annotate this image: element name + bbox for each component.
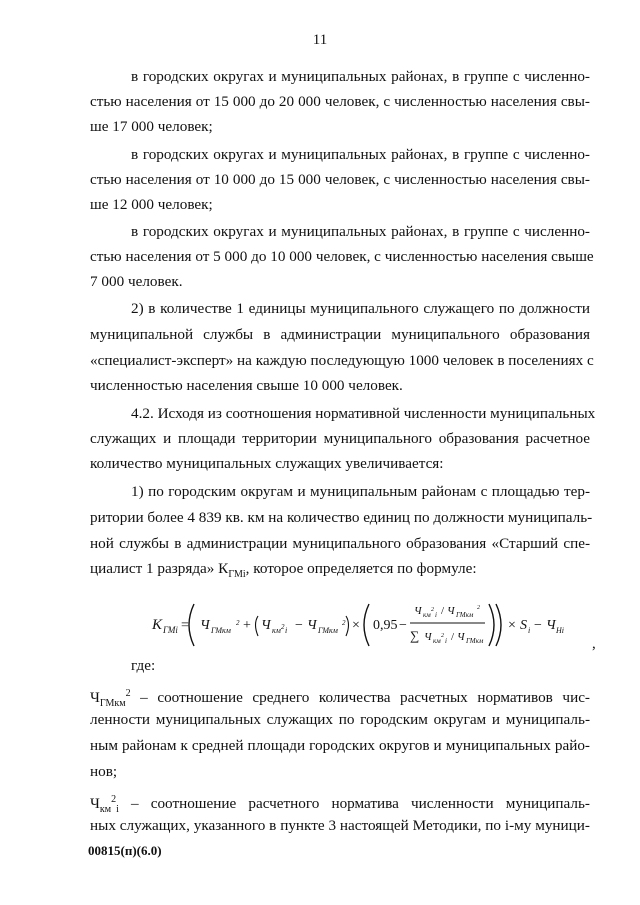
- svg-text:−: −: [399, 618, 407, 633]
- formula: [150, 596, 570, 654]
- page-number: 11: [312, 32, 328, 48]
- svg-text:Ч: Ч: [546, 618, 556, 633]
- text-line: ритории более 4 839 кв. км на количество единиц по должности муниципаль-: [90, 509, 593, 526]
- svg-text:0,95: 0,95: [373, 618, 398, 633]
- formula-lhs: К: [152, 617, 162, 633]
- text-line: ной службы в администрации муниципального образования «Старший спе-: [90, 535, 590, 552]
- svg-text:Ч: Ч: [447, 605, 455, 617]
- text-line: служащих и площади территории муниципального образования расчетное: [90, 430, 590, 447]
- svg-text:Ч: Ч: [200, 618, 210, 633]
- text-line: «специалист-эксперт» на каждую последующую 1000 человек в поселениях с: [90, 352, 594, 369]
- text-line: ше 17 000 человек;: [90, 118, 213, 135]
- svg-text:км: км: [423, 611, 431, 619]
- text-line: ше 12 000 человек;: [90, 196, 213, 213]
- svg-text:Ч: Ч: [424, 631, 432, 643]
- svg-text:/: /: [451, 631, 455, 643]
- text-fragment: – соотношение расчетного норматива численности муниципаль-: [118, 795, 590, 813]
- svg-text:км: км: [272, 626, 281, 635]
- text-line: в городских округах и муниципальных районах, в группе с численно-: [131, 68, 590, 85]
- svg-text:2: 2: [281, 623, 285, 631]
- text-fragment: , которое определяется по формуле:: [245, 560, 477, 577]
- svg-text:/: /: [441, 605, 445, 617]
- svg-text:ГМi: ГМi: [163, 625, 178, 635]
- symbol-ch-km-i: $Ч_{км}^2_i$: [90, 794, 119, 816]
- svg-text:Ч: Ч: [414, 605, 422, 617]
- svg-text:i: i: [528, 626, 531, 635]
- document-code-footer: 00815(п)(6.0): [88, 843, 162, 858]
- svg-text:∑: ∑: [410, 628, 420, 643]
- text-line: стью населения от 5 000 до 10 000 человек, с численностью населения свыше: [90, 248, 594, 265]
- text-line: муниципальной службы в администрации муниципального образования: [90, 326, 590, 343]
- text-fragment: – соотношение среднего количества расчетных нормативов чис-: [130, 689, 590, 707]
- formula-comma: ,: [592, 636, 596, 652]
- left-paren: [189, 604, 194, 646]
- svg-text:2: 2: [431, 607, 434, 613]
- text-line: нов;: [90, 763, 118, 780]
- svg-text:2: 2: [477, 605, 480, 611]
- svg-text:i: i: [285, 626, 288, 635]
- text-line-with-symbol: [90, 558, 590, 586]
- svg-text:2: 2: [342, 619, 346, 627]
- svg-text:Ч: Ч: [261, 618, 271, 633]
- svg-text:−: −: [534, 618, 542, 633]
- svg-text:км: км: [433, 637, 441, 645]
- svg-text:ГМкм: ГМкм: [318, 626, 338, 635]
- text-line: ных служащих, указанного в пункте 3 настоящей Методики, по i-му муници-: [90, 817, 590, 834]
- k-gmi-subscript: ГМi: [228, 569, 246, 581]
- text-line: ным районам к средней площади городских округов и муниципальных райо-: [90, 737, 590, 754]
- svg-text:ГМкм: ГМкм: [466, 637, 484, 645]
- text-fragment: циалист 1 разряда» К: [90, 560, 229, 577]
- svg-text:+: +: [243, 618, 251, 633]
- text-line: в городских округах и муниципальных районах, в группе с численно-: [131, 146, 590, 163]
- text-line: 1) по городским округам и муниципальным районам с площадью тер-: [131, 483, 590, 500]
- text-line: где:: [131, 657, 156, 674]
- symbol-ch-gmkm: $Ч_{ГМкм}^2$: [90, 688, 131, 710]
- svg-text:i: i: [445, 637, 447, 645]
- text-line: стью населения от 15 000 до 20 000 человек, с численностью населения свы-: [90, 93, 590, 110]
- text-line: стью населения от 10 000 до 15 000 человек, с численностью населения свы-: [90, 171, 590, 188]
- svg-text:Ч: Ч: [307, 618, 317, 633]
- text-line: численностью населения свыше 10 000 человек.: [90, 377, 403, 394]
- svg-text:×: ×: [352, 618, 360, 633]
- text-line: количество муниципальных служащих увеличивается:: [90, 455, 444, 472]
- svg-text:ГМкм: ГМкм: [456, 611, 474, 619]
- svg-text:2: 2: [236, 619, 240, 627]
- text-line: 7 000 человек.: [90, 273, 183, 290]
- text-line: 4.2. Исходя из соотношения нормативной численности муниципальных: [131, 405, 596, 422]
- text-line: ленности муниципальных служащих по городским округам и муниципаль-: [90, 711, 590, 728]
- text-line: в городских округах и муниципальных районах, в группе с численно-: [131, 223, 590, 240]
- svg-text:=: =: [181, 618, 189, 633]
- svg-text:×: ×: [508, 618, 516, 633]
- svg-text:2: 2: [441, 633, 444, 639]
- text-line: 2) в количестве 1 единицы муниципального служащего по должности: [131, 300, 590, 317]
- svg-text:i: i: [435, 611, 437, 619]
- svg-text:S: S: [520, 618, 527, 633]
- svg-text:Ч: Ч: [457, 631, 465, 643]
- svg-text:−: −: [295, 618, 303, 633]
- svg-text:ГМкм: ГМкм: [211, 626, 231, 635]
- svg-text:Нi: Нi: [556, 626, 564, 635]
